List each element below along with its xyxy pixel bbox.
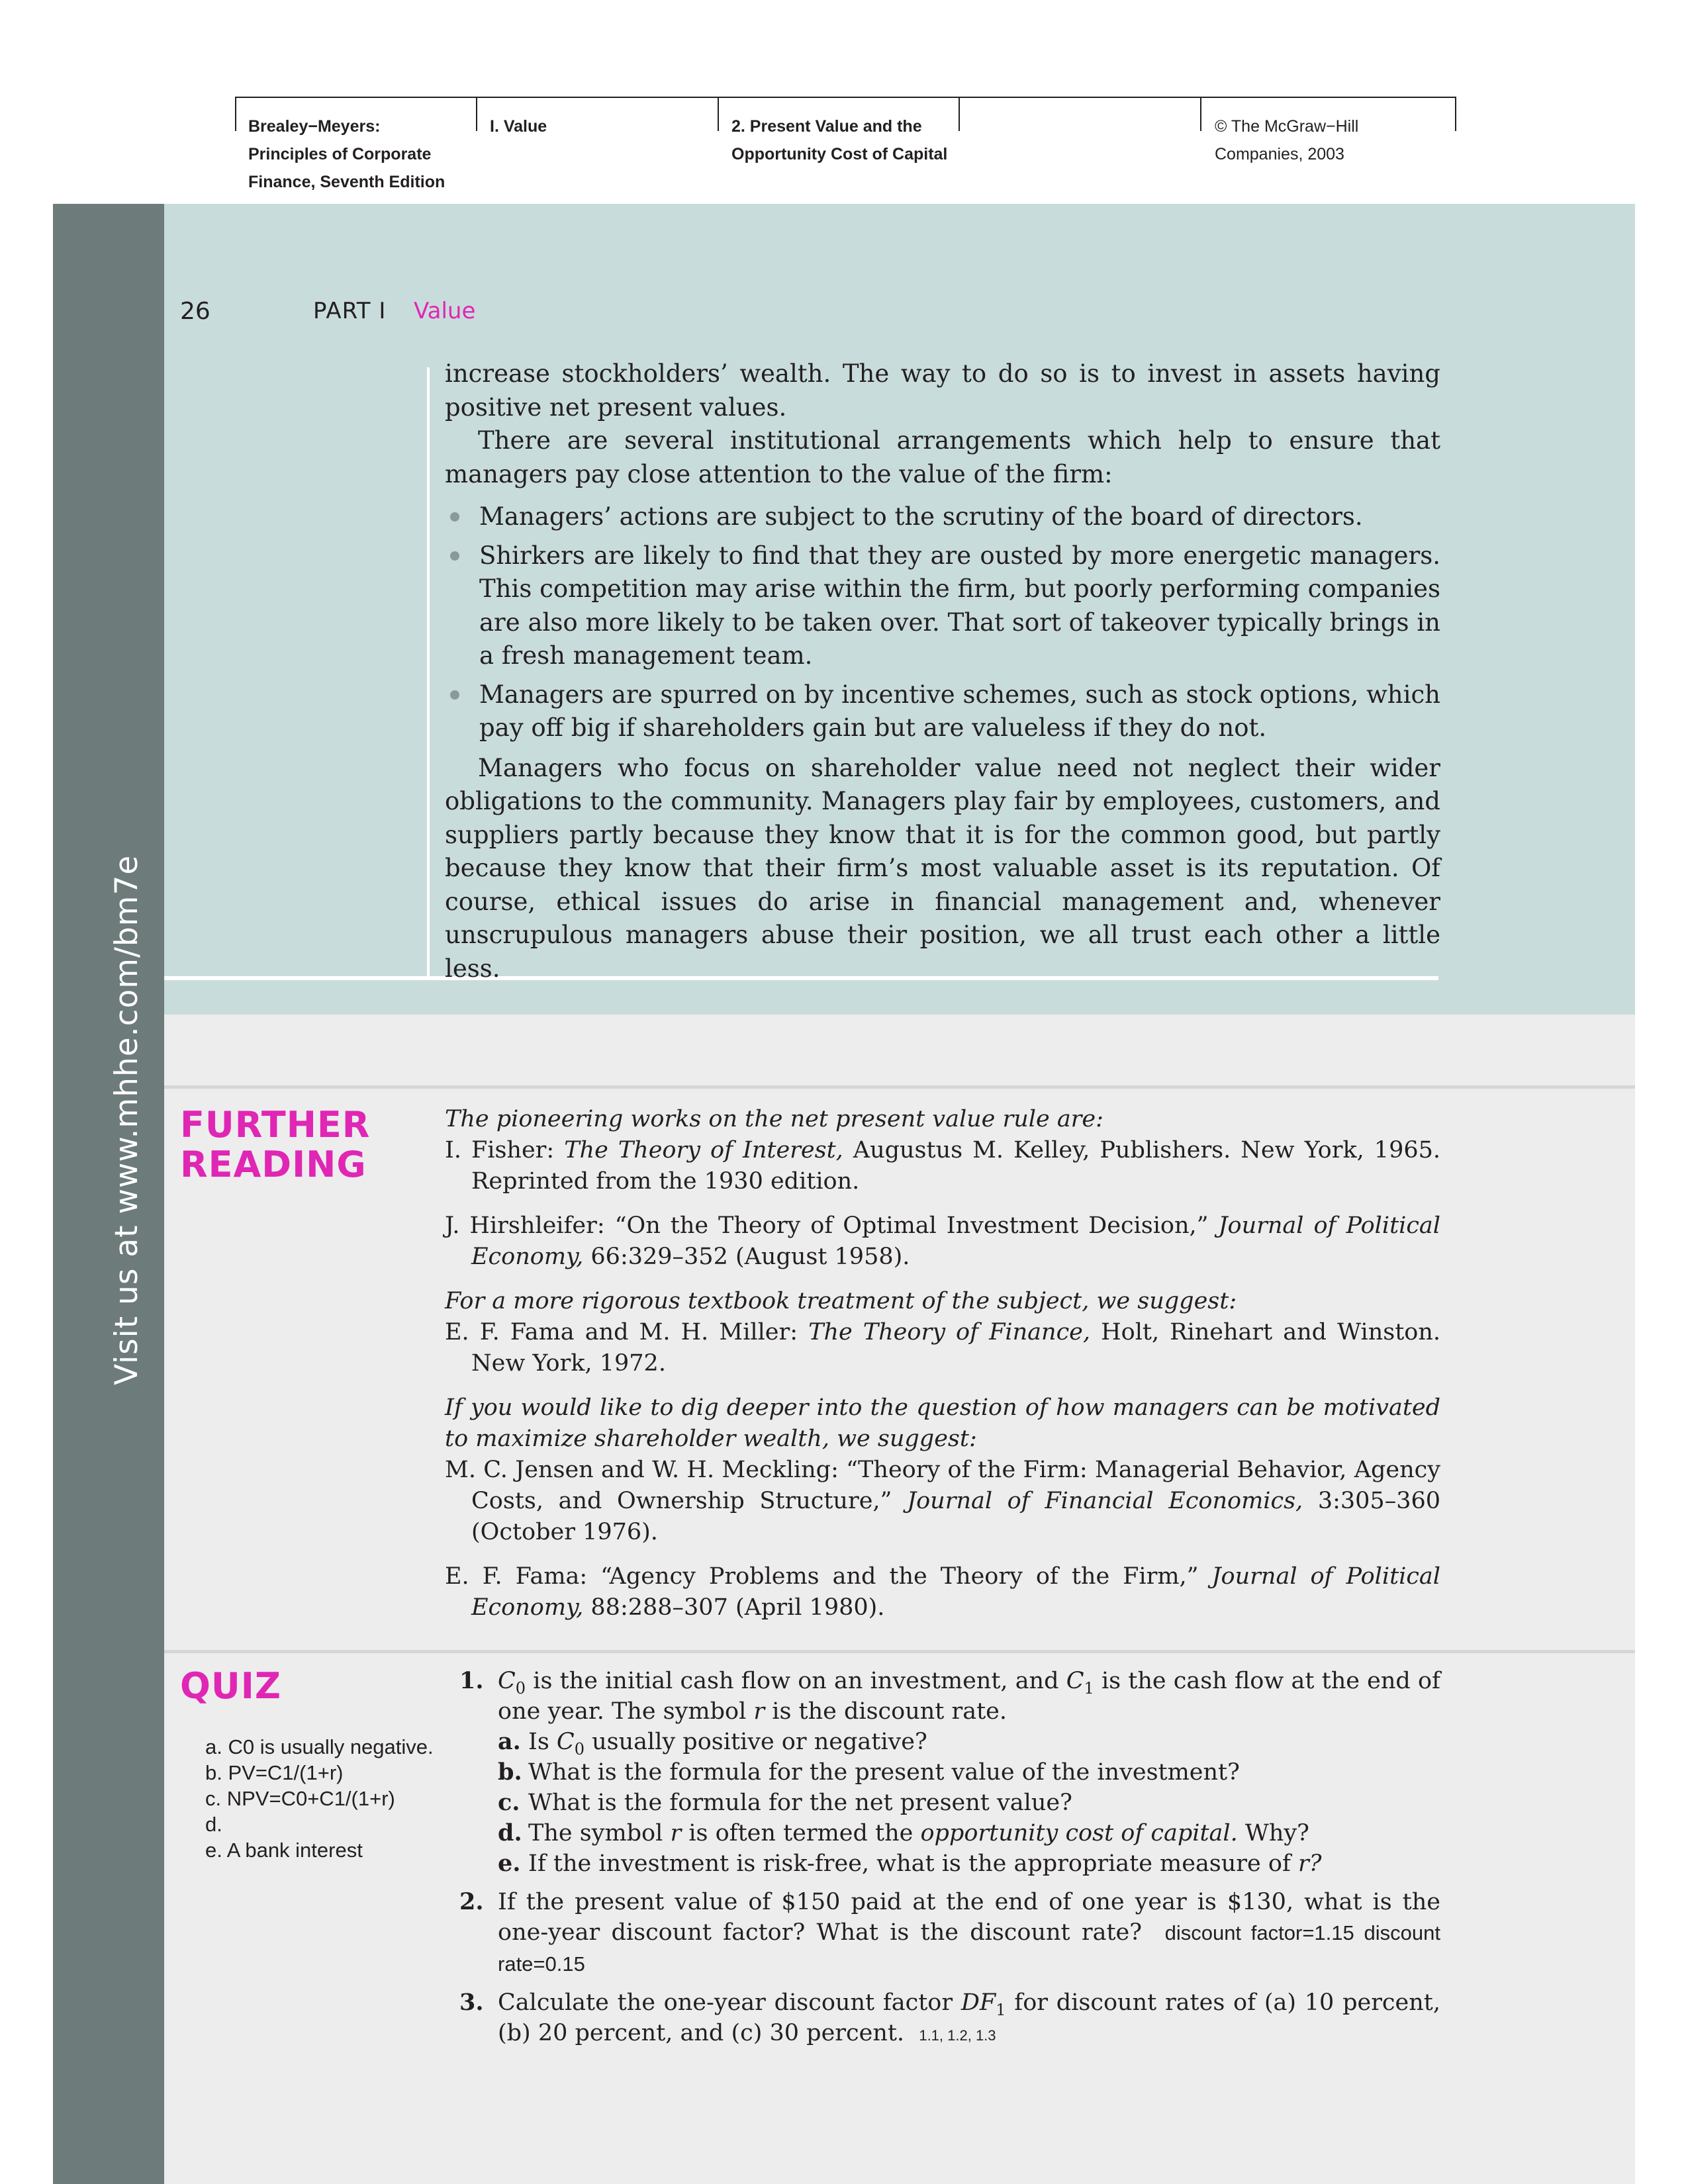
bullet-item: Managers’ actions are subject to the scrutiny of the board of directors. (445, 500, 1440, 534)
sub-question: c. What is the formula for the net present value? (498, 1789, 1072, 1816)
question-stem: $C_0$ is the initial cash flow on an investment, and $C_1$ is the cash flow at the end of one year. The symbol r is the discount rate. (498, 1668, 1440, 1725)
header-book-title: Brealey−Meyers: Principles of Corporate Finance, Seventh Edition (248, 117, 445, 191)
further-reading-heading: FURTHER READING (180, 1104, 371, 1185)
reference: E. F. Fama: “Agency Problems and the Theory of the Firm,” Journal of Political Economy, 88:288–307 (April 1980). (445, 1563, 1440, 1621)
header-divider (1455, 97, 1456, 131)
reading-intro: If you would like to dig deeper into the question of how managers can be motivated to maximize shareholder wealth, we suggest: (445, 1394, 1440, 1452)
paragraph: Managers who focus on shareholder value need not neglect their wider obligations to the community. Managers play fair by employees, customers, and suppliers partly because they know that it is for the common good, but partly because they know that their firm’s most valuable asset is its reputation. Of course, ethical issues do arise in financial management and, whenever unscrupulous managers abuse their position, we all trust each other a little less. (445, 753, 1440, 983)
header-divider (959, 97, 960, 131)
quiz-question-2: 2. If the present value of $150 paid at the end of one year is $130, what is the one-year discount factor? What is the discount rate? discount factor=1.15 discount rate=0.15 (459, 1888, 1440, 1976)
reference: I. Fisher: The Theory of Interest, Augustus M. Kelley, Publishers. New York, 1965. Reprinted from the 1930 edition. (445, 1137, 1440, 1195)
handwritten-answers: a. C0 is usually negative. b. PV=C1/(1+r) c. NPV=C0+C1/(1+r) d. e. A bank interest (205, 1735, 434, 1862)
part-label: PART I (313, 298, 387, 324)
bullet-item: Shirkers are likely to find that they are ousted by more energetic managers. This competition may arise within the firm, but poorly performing companies are also more likely to be taken over. That sort of takeover typically brings in a fresh management team. (445, 539, 1440, 673)
paragraph: increase stockholders’ wealth. The way to do so is to invest in assets having positive net present values. (445, 359, 1440, 422)
bullet-icon (450, 512, 459, 522)
header-copyright: © The McGraw−Hill Companies, 2003 (1215, 117, 1359, 163)
bullet-item: Managers are spurred on by incentive schemes, such as stock options, which pay off big if shareholders gain but are valueless if they do not. (445, 678, 1440, 745)
page-number: 26 (180, 298, 211, 325)
header-divider (476, 97, 477, 131)
body-text (445, 357, 1440, 985)
reading-intro: For a more rigorous textbook treatment of the subject, we suggest: (445, 1288, 1237, 1314)
column-rule (427, 367, 430, 976)
section-rule (164, 1650, 1635, 1653)
quiz-heading: QUIZ (180, 1665, 282, 1707)
bullet-list (445, 500, 1440, 745)
quiz-question-3: 3. Calculate the one-year discount factor $DF_1$ for discount rates of (a) 10 percent, (b) 20 percent, and (c) 30 percent. 1.1, 1.2, 1.3 (459, 1989, 1440, 2046)
header-part: I. Value (490, 117, 547, 136)
header-divider (718, 97, 719, 131)
part-name: Value (414, 298, 476, 324)
sub-question: e. If the investment is risk-free, what is the appropriate measure of r? (498, 1850, 1322, 1877)
quiz-questions (445, 1666, 1440, 2059)
sidebar (53, 204, 164, 2184)
paragraph: There are several institutional arrangements which help to ensure that managers pay close attention to the value of the firm: (445, 426, 1440, 488)
reference: M. C. Jensen and W. H. Meckling: “Theory of the Firm: Managerial Behavior, Agency Costs, and Ownership Structure,” Journal of Financial Economics, 3:305–360 (October 1976). (445, 1457, 1440, 1545)
page-header (235, 97, 1456, 189)
reading-intro: The pioneering works on the net present value rule are: (445, 1106, 1103, 1132)
handwritten-answer: discount factor=1.15 discount rate=0.15 (498, 1921, 1440, 1976)
reference: J. Hirshleifer: “On the Theory of Optimal Investment Decision,” Journal of Political Economy, 66:329–352 (August 1958). (445, 1212, 1440, 1270)
header-chapter: 2. Present Value and the Opportunity Cost of Capital (731, 117, 948, 163)
sub-question: a. Is $C_0$ usually positive or negative? (498, 1728, 927, 1758)
bullet-icon (450, 551, 459, 561)
sidebar-url: Visit us at www.mhhe.com/bm7e (109, 854, 145, 1385)
handwritten-answer: 1.1, 1.2, 1.3 (919, 2027, 996, 2044)
section-rule (164, 1085, 1635, 1089)
further-reading-list (445, 1104, 1440, 1623)
quiz-question-1: 1. $C_0$ is the initial cash flow on an investment, and $C_1$ is the cash flow at the end of one year. The symbol r is the discount rate. a. Is $C_0$ usually positive or negative? b. What is the formula for the present value of the investment? c. What is the formula for the net present value? d. The symbol r is often termed the opportunity cost of capital. Why? e. If the investment is risk-free, what is the appropriate measure of r? (445, 1666, 1440, 1879)
reference: E. F. Fama and M. H. Miller: The Theory of Finance, Holt, Rinehart and Winston. New York, 1972. (445, 1319, 1441, 1377)
sub-question: d. The symbol r is often termed the opportunity cost of capital. Why? (498, 1819, 1309, 1846)
header-divider (235, 97, 236, 131)
bullet-icon (450, 690, 459, 700)
sub-question: b. What is the formula for the present value of the investment? (498, 1758, 1240, 1786)
header-divider (1200, 97, 1201, 131)
